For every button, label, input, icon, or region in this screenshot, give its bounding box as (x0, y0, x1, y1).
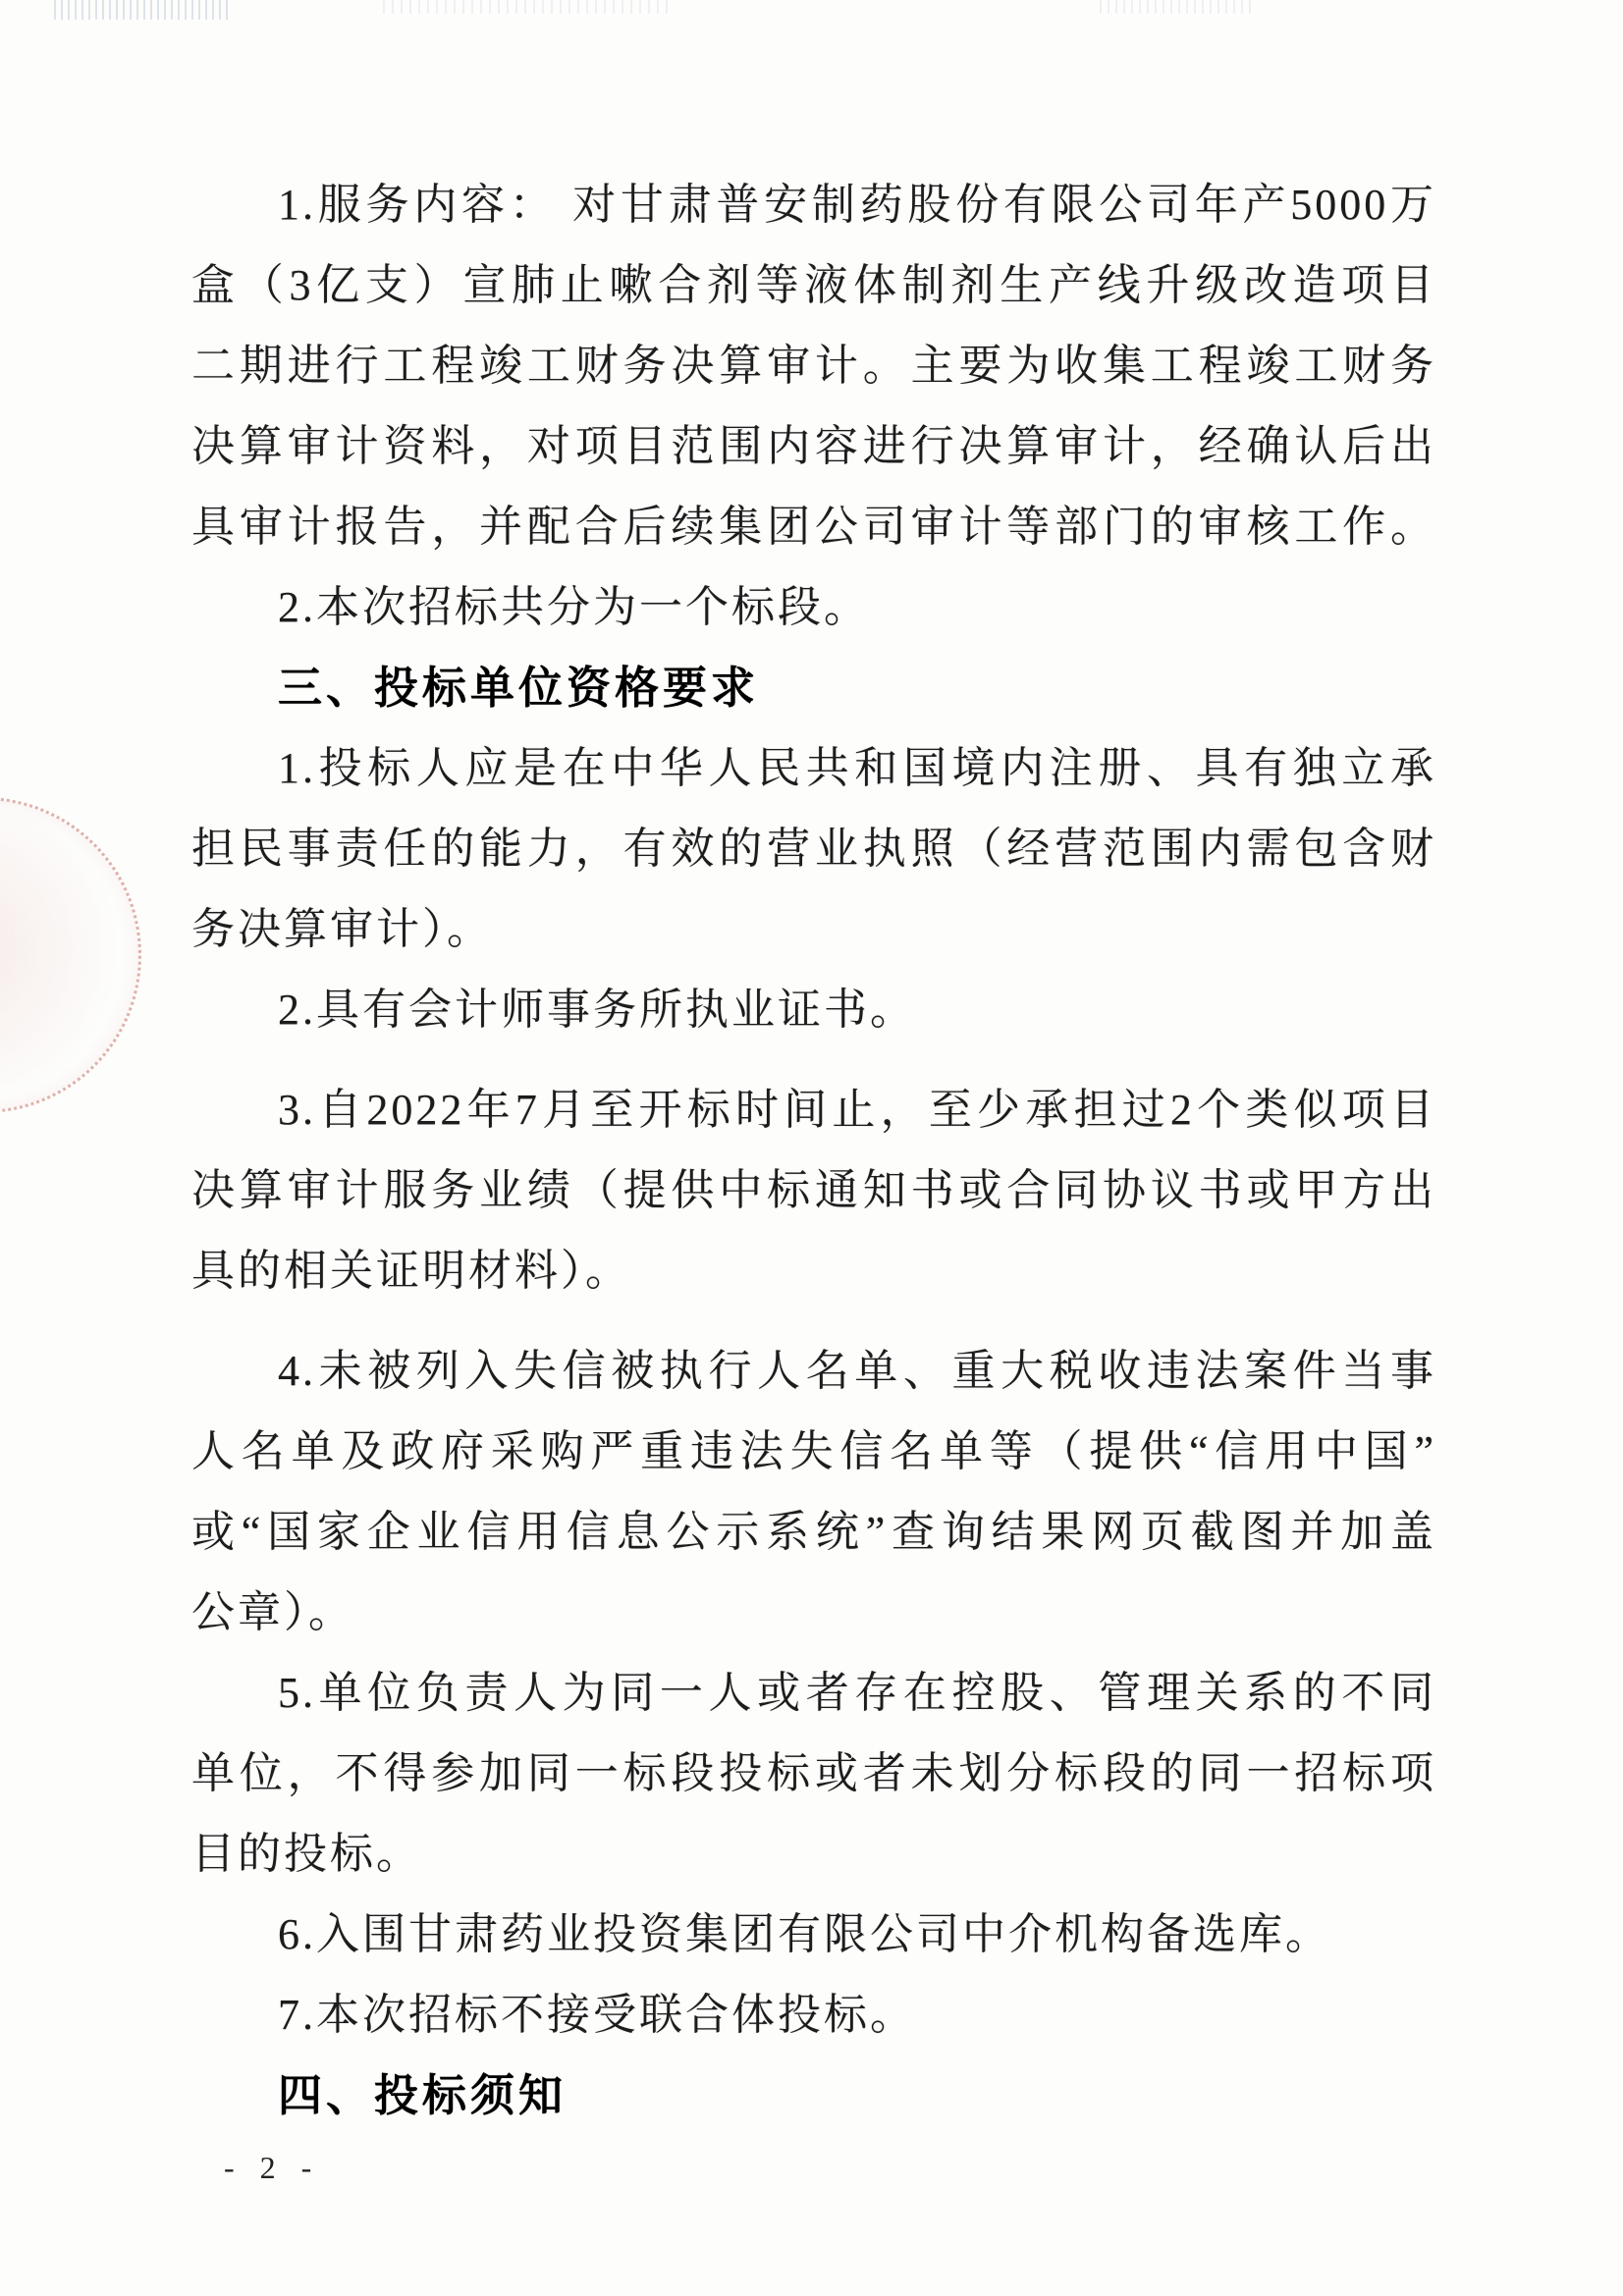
doc-line-req5-3: 目的投标。 (191, 1830, 422, 1878)
doc-line-req1-1: 1.投标人应是在中华人民共和国境内注册、具有独立承 (278, 744, 1436, 792)
doc-line-req4-3: 或“国家企业信用信息公示系统”查询结果网页截图并加盖 (191, 1508, 1436, 1556)
doc-line-service-scope-3: 二期进行工程竣工财务决算审计。主要为收集工程竣工财务 (191, 342, 1436, 390)
doc-line-req2: 2.具有会计师事务所执业证书。 (278, 986, 916, 1034)
doc-line-req7: 7.本次招标不接受联合体投标。 (278, 1991, 916, 2039)
doc-line-req4-2: 人名单及政府采购严重违法失信名单等（提供“信用中国” (191, 1427, 1436, 1475)
scan-artifact (1100, 0, 1257, 14)
doc-line-service-scope-1: 1.服务内容： 对甘肃普安制药股份有限公司年产5000万 (278, 181, 1436, 229)
doc-line-req1-3: 务决算审计）。 (191, 905, 493, 953)
document-body (191, 165, 1436, 2136)
doc-line-req5-2: 单位，不得参加同一标段投标或者未划分标段的同一招标项 (191, 1749, 1436, 1797)
page-number: - 2 - (224, 2150, 321, 2185)
doc-line-service-scope-5: 具审计报告，并配合后续集团公司审计等部门的审核工作。 (191, 503, 1436, 551)
doc-line-req4-1: 4.未被列入失信被执行人名单、重大税收违法案件当事 (278, 1347, 1436, 1395)
doc-line-req3-2: 决算审计服务业绩（提供中标通知书或合同协议书或甲方出 (191, 1166, 1436, 1214)
section-heading-bidder-qualifications: 三、投标单位资格要求 (278, 663, 760, 713)
doc-line-req6: 6.入围甘肃药业投资集团有限公司中介机构备选库。 (278, 1910, 1331, 1958)
doc-line-req5-1: 5.单位负责人为同一人或者存在控股、管理关系的不同 (278, 1669, 1436, 1717)
doc-line-req4-4: 公章）。 (191, 1588, 354, 1636)
official-seal-stamp (0, 797, 141, 1113)
section-heading-bid-instructions: 四、投标须知 (278, 2070, 568, 2120)
doc-line-req1-2: 担民事责任的能力，有效的营业执照（经营范围内需包含财 (191, 825, 1436, 873)
doc-line-service-scope-4: 决算审计资料，对项目范围内容进行决算审计，经确认后出 (191, 422, 1436, 470)
scan-artifact (54, 0, 231, 20)
doc-line-single-section: 2.本次招标共分为一个标段。 (278, 583, 870, 631)
doc-line-service-scope-2: 盒（3亿支）宣肺止嗽合剂等液体制剂生产线升级改造项目 (191, 261, 1436, 309)
doc-line-req3-1: 3.自2022年7月至开标时间止，至少承担过2个类似项目 (278, 1086, 1436, 1134)
scan-artifact (383, 0, 668, 14)
doc-line-req3-3: 具的相关证明材料）。 (191, 1247, 631, 1295)
